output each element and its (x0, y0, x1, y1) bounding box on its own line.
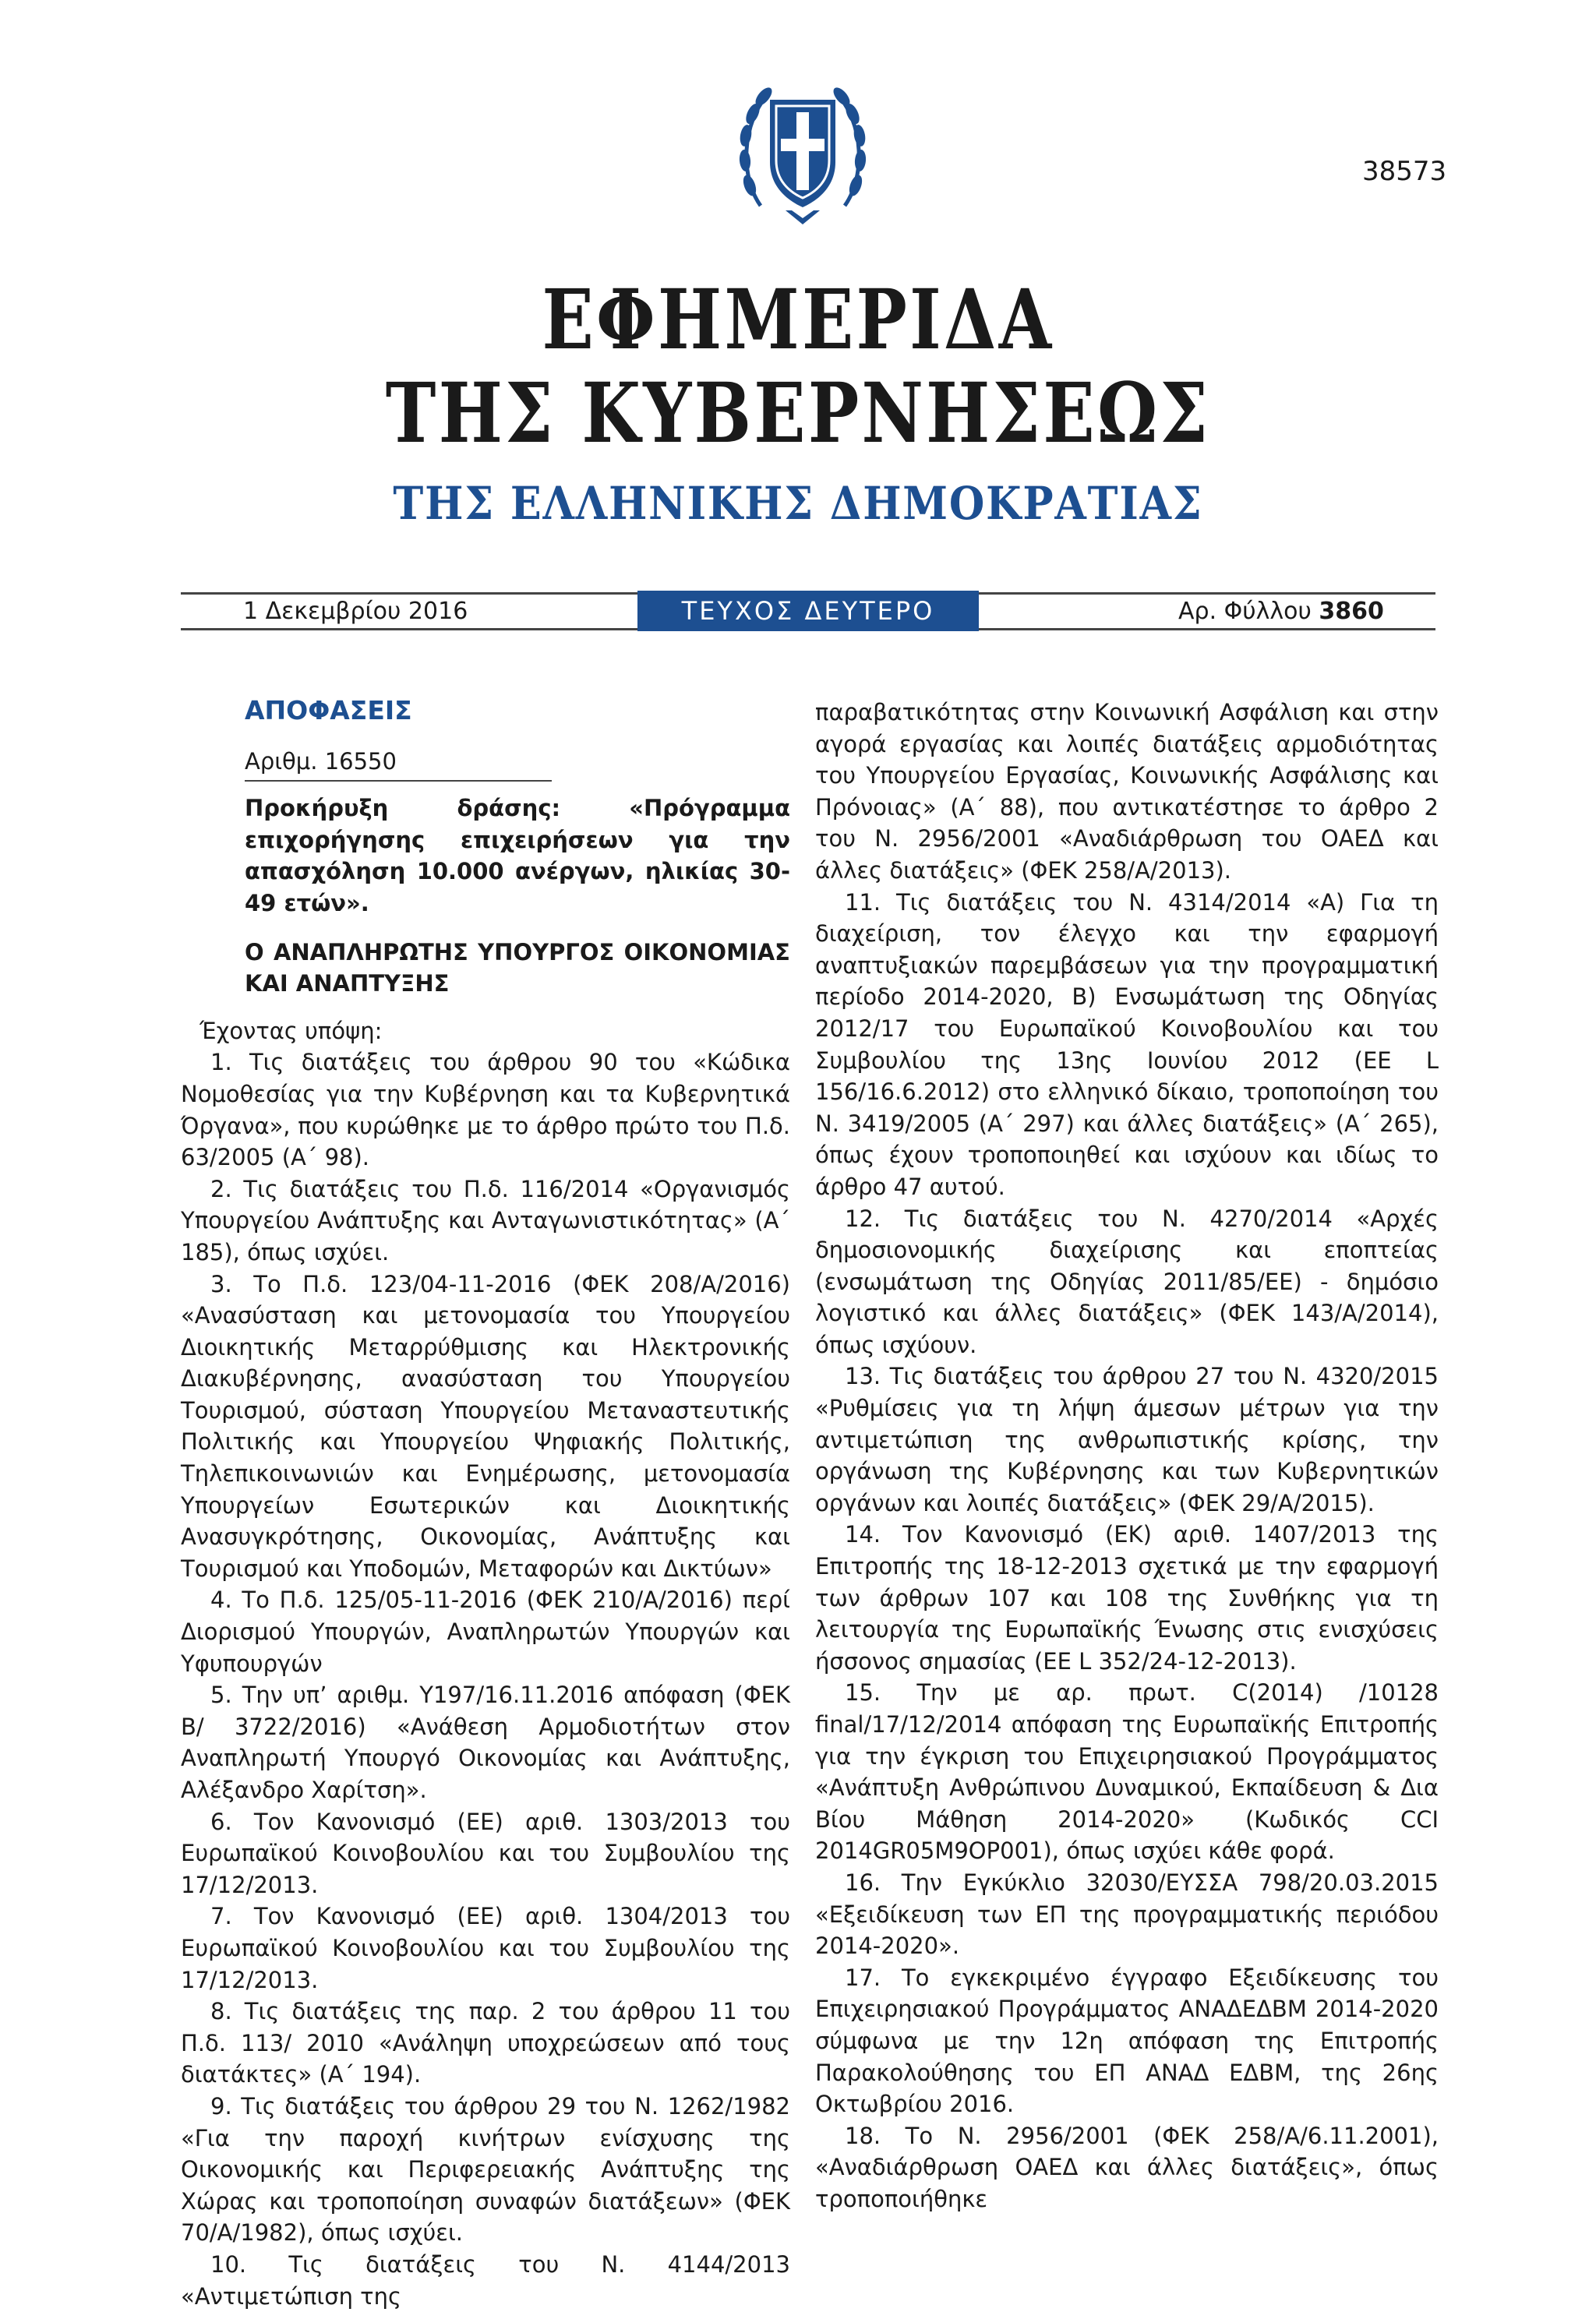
paragraph: 17. Το εγκεκριμένο έγγραφο Εξειδίκευσης του Επιχειρησιακού Προγράμματος ΑΝΑΔΕΔΒΜ 2014-2020 σύμφωνα με την 12η απόφαση της Επιτροπής Παρακολούθησης του ΕΠ ΑΝΑΔ ΕΔΒΜ, της 26ης Οκτωβρίου 2016. (815, 1964, 1439, 2118)
paragraph: 1. Τις διατάξεις του άρθρου 90 του «Κώδικα Νομοθεσίας για την Κυβέρνηση και τα Κυβερνητικά Όργανα», που κυρώθηκε με το άρθρο πρώτο του Π.δ. 63/2005 (Α΄ 98). (181, 1049, 790, 1171)
issue-date: 1 Δεκεμβρίου 2016 (243, 598, 468, 625)
page-number: 38573 (1362, 156, 1447, 187)
paragraph: 2. Τις διατάξεις του Π.δ. 116/2014 «Οργανισμός Υπουργείου Ανάπτυξης και Ανταγωνιστικότητας» (Α΄ 185), όπως ισχύει. (181, 1175, 790, 1265)
paragraph: 8. Τις διατάξεις της παρ. 2 του άρθρου 11 του Π.δ. 113/ 2010 «Ανάληψη υποχρεώσεων από τους διατάκτες» (Α΄ 194). (181, 1998, 790, 2088)
paragraph: 9. Τις διατάξεις του άρθρου 29 του Ν. 1262/1982 «Για την παροχή κινήτρων ενίσχυσης της Οικονομικής και Περιφερειακής Ανάπτυξης της Χώρας και τροποποίηση συναφών διατάξεων» (ΦΕΚ 70/Α/1982), όπως ισχύει. (181, 2092, 790, 2247)
issuing-authority: Ο ΑΝΑΠΛΗΡΩΤΗΣ ΥΠΟΥΡΓΟΣ ΟΙΚΟΝΟΜΙΑΣ ΚΑΙ ΑΝΑΠΤΥΞΗΣ (245, 938, 790, 997)
coat-of-arms-icon (739, 69, 867, 237)
paragraph: 7. Τον Κανονισμό (ΕΕ) αριθ. 1304/2013 του Ευρωπαϊκού Κοινοβουλίου και του Συμβουλίου της 17/12/2013. (181, 1903, 790, 1993)
sheet-number-value: 3860 (1319, 598, 1384, 625)
gazette-subtitle: ΤΗΣ ΕΛΛΗΝΙΚΗΣ ΔΗΜΟΚΡΑΤΙΑΣ (393, 477, 1203, 530)
paragraph: 14. Τον Κανονισμό (ΕΚ) αριθ. 1407/2013 της Επιτροπής της 18-12-2013 σχετικά με την εφαρμογή των άρθρων 107 και 108 της Συνθήκης για τη λειτουργία της Ευρωπαϊκής Ένωσης στις ενισχύσεις ήσσονος σημασίας (ΕΕ L 352/24-12-2013). (815, 1521, 1439, 1675)
sheet-number (1178, 598, 1384, 625)
section-heading: ΑΠΟΦΑΣΕΙΣ (245, 695, 412, 725)
gazette-title-line1: ΕΦΗΜΕΡΙΔΑ (542, 270, 1054, 368)
decision-subject: Προκήρυξη δράσης: «Πρόγραμμα επιχορήγησης επιχειρήσεων για την απασχόληση 10.000 ανέργων, ηλικίας 30-49 ετών». (245, 795, 790, 916)
paragraph: 10. Τις διατάξεις του Ν. 4144/2013 «Αντιμετώπιση της (181, 2250, 790, 2310)
sheet-number-label: Αρ. Φύλλου (1178, 598, 1312, 625)
issue-type-badge: ΤΕΥΧΟΣ ΔΕΥΤΕΡΟ (637, 591, 979, 631)
decision-number: Αριθμ. 16550 (245, 746, 552, 782)
considering-intro: Έχοντας υπόψη: (200, 1017, 383, 1044)
gazette-title-line2: ΤΗΣ ΚΥΒΕΡΝΗΣΕΩΣ (385, 364, 1211, 461)
left-column (181, 686, 790, 2312)
paragraph: 15. Την με αρ. πρωτ. C(2014) /10128 final/17/12/2014 απόφαση της Ευρωπαϊκής Επιτροπής για την έγκριση του Επιχειρησιακού Προγράμματος «Ανάπτυξη Ανθρώπινου Δυναμικού, Εκπαίδευση & Δια Βίου Μάθηση 2014-2020» (Κωδικός CCI 2014GR05M9OP001), όπως ισχύει κάθε φορά. (815, 1679, 1439, 1865)
paragraph: 13. Τις διατάξεις του άρθρου 27 του Ν. 4320/2015 «Ρυθμίσεις για τη λήψη άμεσων μέτρων για την αντιμετώπιση της ανθρωπιστικής κρίσης, την οργάνωση της Κυβέρνησης και των Κυβερνητικών οργάνων και λοιπές διατάξεις» (ΦΕΚ 29/Α/2015). (815, 1363, 1439, 1516)
paragraph: 18. Το Ν. 2956/2001 (ΦΕΚ 258/Α/6.11.2001), «Αναδιάρθρωση ΟΑΕΔ και άλλες διατάξεις», όπως τροποποιήθηκε (815, 2122, 1439, 2212)
paragraph: 6. Τον Κανονισμό (ΕΕ) αριθ. 1303/2013 του Ευρωπαϊκού Κοινοβουλίου και του Συμβουλίου της 17/12/2013. (181, 1808, 790, 1898)
paragraph: 4. Το Π.δ. 125/05-11-2016 (ΦΕΚ 210/Α/2016) περί Διορισμού Υπουργών, Αναπληρωτών Υπουργών και Υφυπουργών (181, 1587, 790, 1677)
paragraph: 16. Την Εγκύκλιο 32030/ΕΥΣΣΑ 798/20.03.2015 «Εξειδίκευση των ΕΠ της προγραμματικής περιόδου 2014-2020». (815, 1869, 1439, 1960)
paragraph: 5. Την υπ’ αριθμ. Υ197/16.11.2016 απόφαση (ΦΕΚ Β/ 3722/2016) «Ανάθεση Αρμοδιοτήτων στον Αναπληρωτή Υπουργό Οικονομίας και Ανάπτυξης, Αλέξανδρο Χαρίτση». (181, 1682, 790, 1803)
paragraph-continued: παραβατικότητας στην Κοινωνική Ασφάλιση και στην αγορά εργασίας και λοιπές διατάξεις αρμοδιότητας του Υπουργείου Εργασίας, Κοινωνικής Ασφάλισης και Πρόνοιας» (Α΄ 88), που αντικατέστησε το άρθρο 2 του Ν. 2956/2001 «Αναδιάρθρωση του ΟΑΕΔ και άλλες διατάξεις» (ΦΕΚ 258/Α/2013). (815, 699, 1439, 884)
right-column (815, 697, 1439, 2215)
paragraph: 11. Τις διατάξεις του Ν. 4314/2014 «Α) Για τη διαχείριση, τον έλεγχο και την εφαρμογή αναπτυξιακών παρεμβάσεων για την προγραμματική περίοδο 2014-2020, Β) Ενσωμάτωση της Οδηγίας 2012/17 του Ευρωπαϊκού Κοινοβουλίου και του Συμβουλίου της 13ης Ιουνίου 2012 (EE L 156/16.6.2012) στο ελληνικό δίκαιο, τροποποίηση του Ν. 3419/2005 (Α΄ 297) και άλλες διατάξεις» (Α΄ 265), όπως έχουν τροποποιηθεί και ισχύουν και ιδίως το άρθρο 47 αυτού. (815, 888, 1439, 1200)
paragraph: 3. Το Π.δ. 123/04-11-2016 (ΦΕΚ 208/Α/2016) «Ανασύσταση και μετονομασία του Υπουργείου Διοικητικής Μεταρρύθμισης και Ηλεκτρονικής Διακυβέρνησης, ανασύσταση του Υπουργείου Τουρισμού, σύσταση Υπουργείου Μεταναστευτικής Πολιτικής και Υπουργείου Ψηφιακής Πολιτικής, Τηλεπικοινωνιών και Ενημέρωσης, μετονομασία Υπουργείων Εσωτερικών και Διοικητικής Ανασυγκρότησης, Οικονομίας, Ανάπτυξης και Τουρισμού και Υποδομών, Μεταφορών και Δικτύων» (181, 1270, 790, 1582)
paragraph: 12. Τις διατάξεις του Ν. 4270/2014 «Αρχές δημοσιονομικής διαχείρισης και εποπτείας (ενσωμάτωση της Οδηγίας 2011/85/ΕΕ) - δημόσιο λογιστικό και άλλες διατάξεις» (ΦΕΚ 143/Α/2014), όπως ισχύουν. (815, 1205, 1439, 1358)
